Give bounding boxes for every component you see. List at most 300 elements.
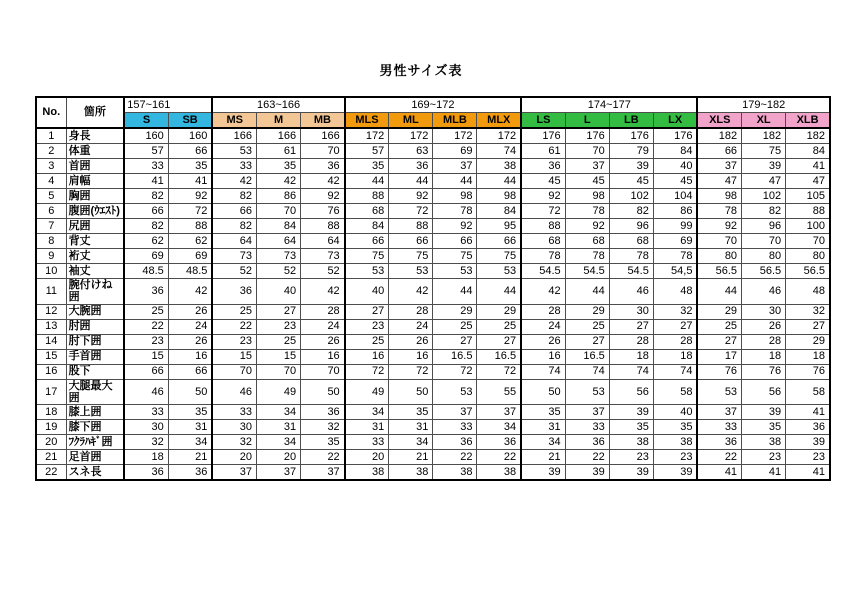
value-cell: 176 bbox=[565, 128, 609, 144]
value-cell: 53 bbox=[565, 379, 609, 405]
value-cell: 23 bbox=[786, 450, 830, 465]
value-cell: 53 bbox=[389, 264, 433, 279]
value-cell: 33 bbox=[565, 420, 609, 435]
value-cell: 25 bbox=[477, 319, 521, 334]
height-range-header: 174~177 bbox=[521, 97, 697, 113]
value-cell: 50 bbox=[389, 379, 433, 405]
row-label-cell: 膝下囲 bbox=[66, 420, 124, 435]
row-number-cell: 21 bbox=[36, 450, 66, 465]
value-cell: 48 bbox=[786, 279, 830, 305]
value-cell: 182 bbox=[742, 128, 786, 144]
value-cell: 44 bbox=[697, 279, 741, 305]
table-row bbox=[36, 405, 830, 420]
value-cell: 88 bbox=[521, 219, 565, 234]
value-cell: 37 bbox=[565, 405, 609, 420]
value-cell: 68 bbox=[345, 204, 389, 219]
value-cell: 36 bbox=[389, 159, 433, 174]
row-label-cell: 袖丈 bbox=[66, 264, 124, 279]
value-cell: 82 bbox=[212, 189, 256, 204]
value-cell: 28 bbox=[521, 304, 565, 319]
value-cell: 41 bbox=[168, 174, 212, 189]
value-cell: 82 bbox=[124, 189, 168, 204]
value-cell: 38 bbox=[345, 465, 389, 481]
row-number-cell: 13 bbox=[36, 319, 66, 334]
table-row bbox=[36, 128, 830, 144]
value-cell: 76 bbox=[786, 364, 830, 379]
value-cell: 41 bbox=[124, 174, 168, 189]
table-row bbox=[36, 234, 830, 249]
value-cell: 57 bbox=[124, 144, 168, 159]
value-cell: 92 bbox=[389, 189, 433, 204]
value-cell: 29 bbox=[565, 304, 609, 319]
value-cell: 34 bbox=[389, 435, 433, 450]
height-range-header: 157~161 bbox=[124, 97, 212, 113]
value-cell: 37 bbox=[257, 465, 301, 481]
value-cell: 16 bbox=[521, 349, 565, 364]
value-cell: 23 bbox=[257, 319, 301, 334]
value-cell: 24 bbox=[389, 319, 433, 334]
value-cell: 37 bbox=[433, 405, 477, 420]
row-label-cell: 足首囲 bbox=[66, 450, 124, 465]
value-cell: 69 bbox=[433, 144, 477, 159]
value-cell: 16.5 bbox=[433, 349, 477, 364]
value-cell: 98 bbox=[433, 189, 477, 204]
row-label-cell: 大腕囲 bbox=[66, 304, 124, 319]
value-cell: 84 bbox=[345, 219, 389, 234]
value-cell: 32 bbox=[301, 420, 345, 435]
value-cell: 74 bbox=[653, 364, 697, 379]
value-cell: 37 bbox=[565, 159, 609, 174]
value-cell: 54.5 bbox=[565, 264, 609, 279]
value-cell: 28 bbox=[389, 304, 433, 319]
value-cell: 29 bbox=[697, 304, 741, 319]
value-cell: 16 bbox=[389, 349, 433, 364]
value-cell: 27 bbox=[433, 334, 477, 349]
table-row bbox=[36, 319, 830, 334]
value-cell: 45 bbox=[609, 174, 653, 189]
value-cell: 26 bbox=[301, 334, 345, 349]
value-cell: 34 bbox=[477, 420, 521, 435]
table-row bbox=[36, 334, 830, 349]
value-cell: 58 bbox=[786, 379, 830, 405]
row-label-cell: 背丈 bbox=[66, 234, 124, 249]
value-cell: 78 bbox=[697, 204, 741, 219]
value-cell: 33 bbox=[124, 405, 168, 420]
row-number-cell: 15 bbox=[36, 349, 66, 364]
row-label-cell: スネ長 bbox=[66, 465, 124, 481]
value-cell: 42 bbox=[168, 279, 212, 305]
value-cell: 86 bbox=[257, 189, 301, 204]
value-cell: 28 bbox=[653, 334, 697, 349]
row-number-cell: 11 bbox=[36, 279, 66, 305]
value-cell: 78 bbox=[433, 204, 477, 219]
table-row bbox=[36, 279, 830, 305]
value-cell: 36 bbox=[521, 159, 565, 174]
row-label-cell: 肘囲 bbox=[66, 319, 124, 334]
row-label-cell: 肘下囲 bbox=[66, 334, 124, 349]
value-cell: 23 bbox=[212, 334, 256, 349]
row-number-cell: 22 bbox=[36, 465, 66, 481]
value-cell: 36 bbox=[124, 465, 168, 481]
table-row bbox=[36, 174, 830, 189]
row-number-cell: 14 bbox=[36, 334, 66, 349]
value-cell: 172 bbox=[477, 128, 521, 144]
value-cell: 18 bbox=[609, 349, 653, 364]
value-cell: 36 bbox=[301, 405, 345, 420]
value-cell: 70 bbox=[301, 364, 345, 379]
value-cell: 22 bbox=[124, 319, 168, 334]
value-cell: 21 bbox=[521, 450, 565, 465]
value-cell: 74 bbox=[521, 364, 565, 379]
value-cell: 69 bbox=[168, 249, 212, 264]
value-cell: 45 bbox=[521, 174, 565, 189]
value-cell: 99 bbox=[653, 219, 697, 234]
value-cell: 66 bbox=[697, 144, 741, 159]
row-number-cell: 12 bbox=[36, 304, 66, 319]
value-cell: 76 bbox=[742, 364, 786, 379]
value-cell: 25 bbox=[565, 319, 609, 334]
value-cell: 28 bbox=[742, 334, 786, 349]
value-cell: 75 bbox=[433, 249, 477, 264]
value-cell: 46 bbox=[212, 379, 256, 405]
value-cell: 53 bbox=[697, 379, 741, 405]
height-range-header: 179~182 bbox=[697, 97, 830, 113]
value-cell: 39 bbox=[565, 465, 609, 481]
value-cell: 70 bbox=[742, 234, 786, 249]
value-cell: 160 bbox=[168, 128, 212, 144]
value-cell: 73 bbox=[212, 249, 256, 264]
row-label-cell: 身長 bbox=[66, 128, 124, 144]
value-cell: 33 bbox=[433, 420, 477, 435]
value-cell: 84 bbox=[257, 219, 301, 234]
page-title: 男性サイズ表 bbox=[379, 63, 463, 78]
value-cell: 26 bbox=[742, 319, 786, 334]
row-number-cell: 3 bbox=[36, 159, 66, 174]
row-label-cell: ﾌｸﾗﾊｷﾞ囲 bbox=[66, 435, 124, 450]
value-cell: 33 bbox=[697, 420, 741, 435]
value-cell: 20 bbox=[257, 450, 301, 465]
value-cell: 86 bbox=[653, 204, 697, 219]
value-cell: 38 bbox=[477, 159, 521, 174]
value-cell: 23 bbox=[609, 450, 653, 465]
table-row bbox=[36, 379, 830, 405]
table-row bbox=[36, 304, 830, 319]
value-cell: 20 bbox=[212, 450, 256, 465]
value-cell: 45 bbox=[653, 174, 697, 189]
value-cell: 70 bbox=[257, 364, 301, 379]
value-cell: 22 bbox=[565, 450, 609, 465]
value-cell: 27 bbox=[565, 334, 609, 349]
value-cell: 92 bbox=[521, 189, 565, 204]
size-header: ML bbox=[389, 113, 433, 129]
value-cell: 66 bbox=[168, 364, 212, 379]
value-cell: 58 bbox=[653, 379, 697, 405]
row-number-cell: 8 bbox=[36, 234, 66, 249]
value-cell: 64 bbox=[257, 234, 301, 249]
value-cell: 25 bbox=[697, 319, 741, 334]
value-cell: 35 bbox=[521, 405, 565, 420]
value-cell: 176 bbox=[653, 128, 697, 144]
value-cell: 31 bbox=[345, 420, 389, 435]
row-number-cell: 18 bbox=[36, 405, 66, 420]
value-cell: 56 bbox=[742, 379, 786, 405]
row-number-cell: 5 bbox=[36, 189, 66, 204]
value-cell: 37 bbox=[433, 159, 477, 174]
value-cell: 74 bbox=[609, 364, 653, 379]
value-cell: 92 bbox=[565, 219, 609, 234]
value-cell: 31 bbox=[389, 420, 433, 435]
value-cell: 31 bbox=[257, 420, 301, 435]
value-cell: 53 bbox=[433, 264, 477, 279]
value-cell: 84 bbox=[786, 144, 830, 159]
value-cell: 66 bbox=[345, 234, 389, 249]
value-cell: 36 bbox=[697, 435, 741, 450]
table-row bbox=[36, 450, 830, 465]
size-header: LX bbox=[653, 113, 697, 129]
table-row bbox=[36, 219, 830, 234]
value-cell: 69 bbox=[124, 249, 168, 264]
size-header: MLS bbox=[345, 113, 389, 129]
value-cell: 27 bbox=[345, 304, 389, 319]
value-cell: 35 bbox=[389, 405, 433, 420]
value-cell: 66 bbox=[124, 364, 168, 379]
value-cell: 38 bbox=[477, 465, 521, 481]
value-cell: 100 bbox=[786, 219, 830, 234]
value-cell: 42 bbox=[521, 279, 565, 305]
size-header: MLX bbox=[477, 113, 521, 129]
size-header: MS bbox=[212, 113, 256, 129]
value-cell: 46 bbox=[742, 279, 786, 305]
table-row bbox=[36, 159, 830, 174]
value-cell: 28 bbox=[609, 334, 653, 349]
value-cell: 27 bbox=[609, 319, 653, 334]
value-cell: 24 bbox=[168, 319, 212, 334]
value-cell: 35 bbox=[301, 435, 345, 450]
row-number-cell: 16 bbox=[36, 364, 66, 379]
value-cell: 42 bbox=[257, 174, 301, 189]
value-cell: 29 bbox=[433, 304, 477, 319]
table-row bbox=[36, 420, 830, 435]
size-header: XLS bbox=[697, 113, 741, 129]
value-cell: 62 bbox=[124, 234, 168, 249]
value-cell: 40 bbox=[653, 405, 697, 420]
value-cell: 25 bbox=[433, 319, 477, 334]
size-header: MB bbox=[301, 113, 345, 129]
value-cell: 88 bbox=[345, 189, 389, 204]
size-header: LS bbox=[521, 113, 565, 129]
value-cell: 42 bbox=[301, 174, 345, 189]
value-cell: 176 bbox=[521, 128, 565, 144]
value-cell: 23 bbox=[653, 450, 697, 465]
value-cell: 27 bbox=[653, 319, 697, 334]
value-cell: 18 bbox=[124, 450, 168, 465]
value-cell: 25 bbox=[257, 334, 301, 349]
value-cell: 35 bbox=[742, 420, 786, 435]
value-cell: 35 bbox=[168, 405, 212, 420]
value-cell: 34 bbox=[168, 435, 212, 450]
row-label-cell: 股下 bbox=[66, 364, 124, 379]
value-cell: 39 bbox=[609, 465, 653, 481]
value-cell: 33 bbox=[124, 159, 168, 174]
value-cell: 82 bbox=[212, 219, 256, 234]
value-cell: 21 bbox=[389, 450, 433, 465]
value-cell: 39 bbox=[653, 465, 697, 481]
value-cell: 96 bbox=[609, 219, 653, 234]
value-cell: 40 bbox=[345, 279, 389, 305]
value-cell: 40 bbox=[257, 279, 301, 305]
value-cell: 41 bbox=[786, 465, 830, 481]
value-cell: 24 bbox=[301, 319, 345, 334]
table-row bbox=[36, 204, 830, 219]
value-cell: 25 bbox=[212, 304, 256, 319]
value-cell: 48.5 bbox=[168, 264, 212, 279]
value-cell: 33 bbox=[212, 159, 256, 174]
value-cell: 54.5 bbox=[609, 264, 653, 279]
value-cell: 54.5 bbox=[521, 264, 565, 279]
location-header: 箇所 bbox=[66, 97, 124, 128]
value-cell: 27 bbox=[477, 334, 521, 349]
row-label-cell: 腹囲(ｳｴｽﾄ) bbox=[66, 204, 124, 219]
value-cell: 38 bbox=[433, 465, 477, 481]
value-cell: 88 bbox=[389, 219, 433, 234]
value-cell: 61 bbox=[521, 144, 565, 159]
size-header: S bbox=[124, 113, 168, 129]
value-cell: 39 bbox=[786, 435, 830, 450]
value-cell: 88 bbox=[168, 219, 212, 234]
row-number-cell: 9 bbox=[36, 249, 66, 264]
value-cell: 72 bbox=[389, 364, 433, 379]
value-cell: 75 bbox=[345, 249, 389, 264]
row-number-cell: 2 bbox=[36, 144, 66, 159]
value-cell: 31 bbox=[168, 420, 212, 435]
value-cell: 72 bbox=[521, 204, 565, 219]
row-number-cell: 7 bbox=[36, 219, 66, 234]
value-cell: 25 bbox=[124, 304, 168, 319]
value-cell: 44 bbox=[565, 279, 609, 305]
value-cell: 102 bbox=[609, 189, 653, 204]
value-cell: 166 bbox=[212, 128, 256, 144]
table-row bbox=[36, 144, 830, 159]
value-cell: 54,5 bbox=[653, 264, 697, 279]
value-cell: 70 bbox=[565, 144, 609, 159]
value-cell: 35 bbox=[345, 159, 389, 174]
value-cell: 68 bbox=[521, 234, 565, 249]
value-cell: 95 bbox=[477, 219, 521, 234]
table-row bbox=[36, 349, 830, 364]
row-label-cell: 肩幅 bbox=[66, 174, 124, 189]
table-row bbox=[36, 249, 830, 264]
value-cell: 66 bbox=[212, 204, 256, 219]
value-cell: 73 bbox=[301, 249, 345, 264]
value-cell: 41 bbox=[786, 159, 830, 174]
value-cell: 30 bbox=[609, 304, 653, 319]
value-cell: 16 bbox=[168, 349, 212, 364]
value-cell: 16.5 bbox=[477, 349, 521, 364]
value-cell: 75 bbox=[477, 249, 521, 264]
value-cell: 28 bbox=[301, 304, 345, 319]
value-cell: 98 bbox=[565, 189, 609, 204]
value-cell: 36 bbox=[477, 435, 521, 450]
value-cell: 82 bbox=[742, 204, 786, 219]
value-cell: 66 bbox=[477, 234, 521, 249]
value-cell: 172 bbox=[433, 128, 477, 144]
value-cell: 32 bbox=[786, 304, 830, 319]
value-cell: 56.5 bbox=[742, 264, 786, 279]
value-cell: 44 bbox=[477, 279, 521, 305]
row-number-cell: 19 bbox=[36, 420, 66, 435]
value-cell: 96 bbox=[742, 219, 786, 234]
value-cell: 176 bbox=[609, 128, 653, 144]
value-cell: 38 bbox=[653, 435, 697, 450]
value-cell: 26 bbox=[389, 334, 433, 349]
value-cell: 27 bbox=[786, 319, 830, 334]
row-number-cell: 10 bbox=[36, 264, 66, 279]
value-cell: 36 bbox=[168, 465, 212, 481]
value-cell: 35 bbox=[609, 420, 653, 435]
value-cell: 36 bbox=[212, 279, 256, 305]
value-cell: 15 bbox=[257, 349, 301, 364]
row-label-cell: 体重 bbox=[66, 144, 124, 159]
value-cell: 44 bbox=[345, 174, 389, 189]
value-cell: 70 bbox=[212, 364, 256, 379]
value-cell: 36 bbox=[433, 435, 477, 450]
value-cell: 88 bbox=[786, 204, 830, 219]
value-cell: 37 bbox=[697, 405, 741, 420]
value-cell: 15 bbox=[212, 349, 256, 364]
value-cell: 29 bbox=[477, 304, 521, 319]
value-cell: 34 bbox=[521, 435, 565, 450]
value-cell: 47 bbox=[786, 174, 830, 189]
size-header: SB bbox=[168, 113, 212, 129]
value-cell: 35 bbox=[653, 420, 697, 435]
value-cell: 48.5 bbox=[124, 264, 168, 279]
height-range-header: 169~172 bbox=[345, 97, 521, 113]
value-cell: 84 bbox=[653, 144, 697, 159]
value-cell: 36 bbox=[786, 420, 830, 435]
value-cell: 72 bbox=[168, 204, 212, 219]
value-cell: 39 bbox=[742, 159, 786, 174]
value-cell: 78 bbox=[653, 249, 697, 264]
value-cell: 52 bbox=[257, 264, 301, 279]
value-cell: 88 bbox=[301, 219, 345, 234]
value-cell: 172 bbox=[345, 128, 389, 144]
value-cell: 41 bbox=[697, 465, 741, 481]
value-cell: 25 bbox=[345, 334, 389, 349]
value-cell: 30 bbox=[742, 304, 786, 319]
value-cell: 44 bbox=[477, 174, 521, 189]
value-cell: 47 bbox=[742, 174, 786, 189]
size-header: L bbox=[565, 113, 609, 129]
value-cell: 16.5 bbox=[565, 349, 609, 364]
value-cell: 56.5 bbox=[697, 264, 741, 279]
value-cell: 73 bbox=[257, 249, 301, 264]
value-cell: 53 bbox=[345, 264, 389, 279]
value-cell: 70 bbox=[786, 234, 830, 249]
value-cell: 50 bbox=[301, 379, 345, 405]
value-cell: 49 bbox=[257, 379, 301, 405]
value-cell: 20 bbox=[345, 450, 389, 465]
value-cell: 72 bbox=[477, 364, 521, 379]
value-cell: 26 bbox=[521, 334, 565, 349]
value-cell: 42 bbox=[389, 279, 433, 305]
value-cell: 92 bbox=[697, 219, 741, 234]
value-cell: 34 bbox=[257, 435, 301, 450]
value-cell: 44 bbox=[433, 279, 477, 305]
value-cell: 46 bbox=[609, 279, 653, 305]
value-cell: 50 bbox=[521, 379, 565, 405]
value-cell: 66 bbox=[389, 234, 433, 249]
value-cell: 36 bbox=[301, 159, 345, 174]
